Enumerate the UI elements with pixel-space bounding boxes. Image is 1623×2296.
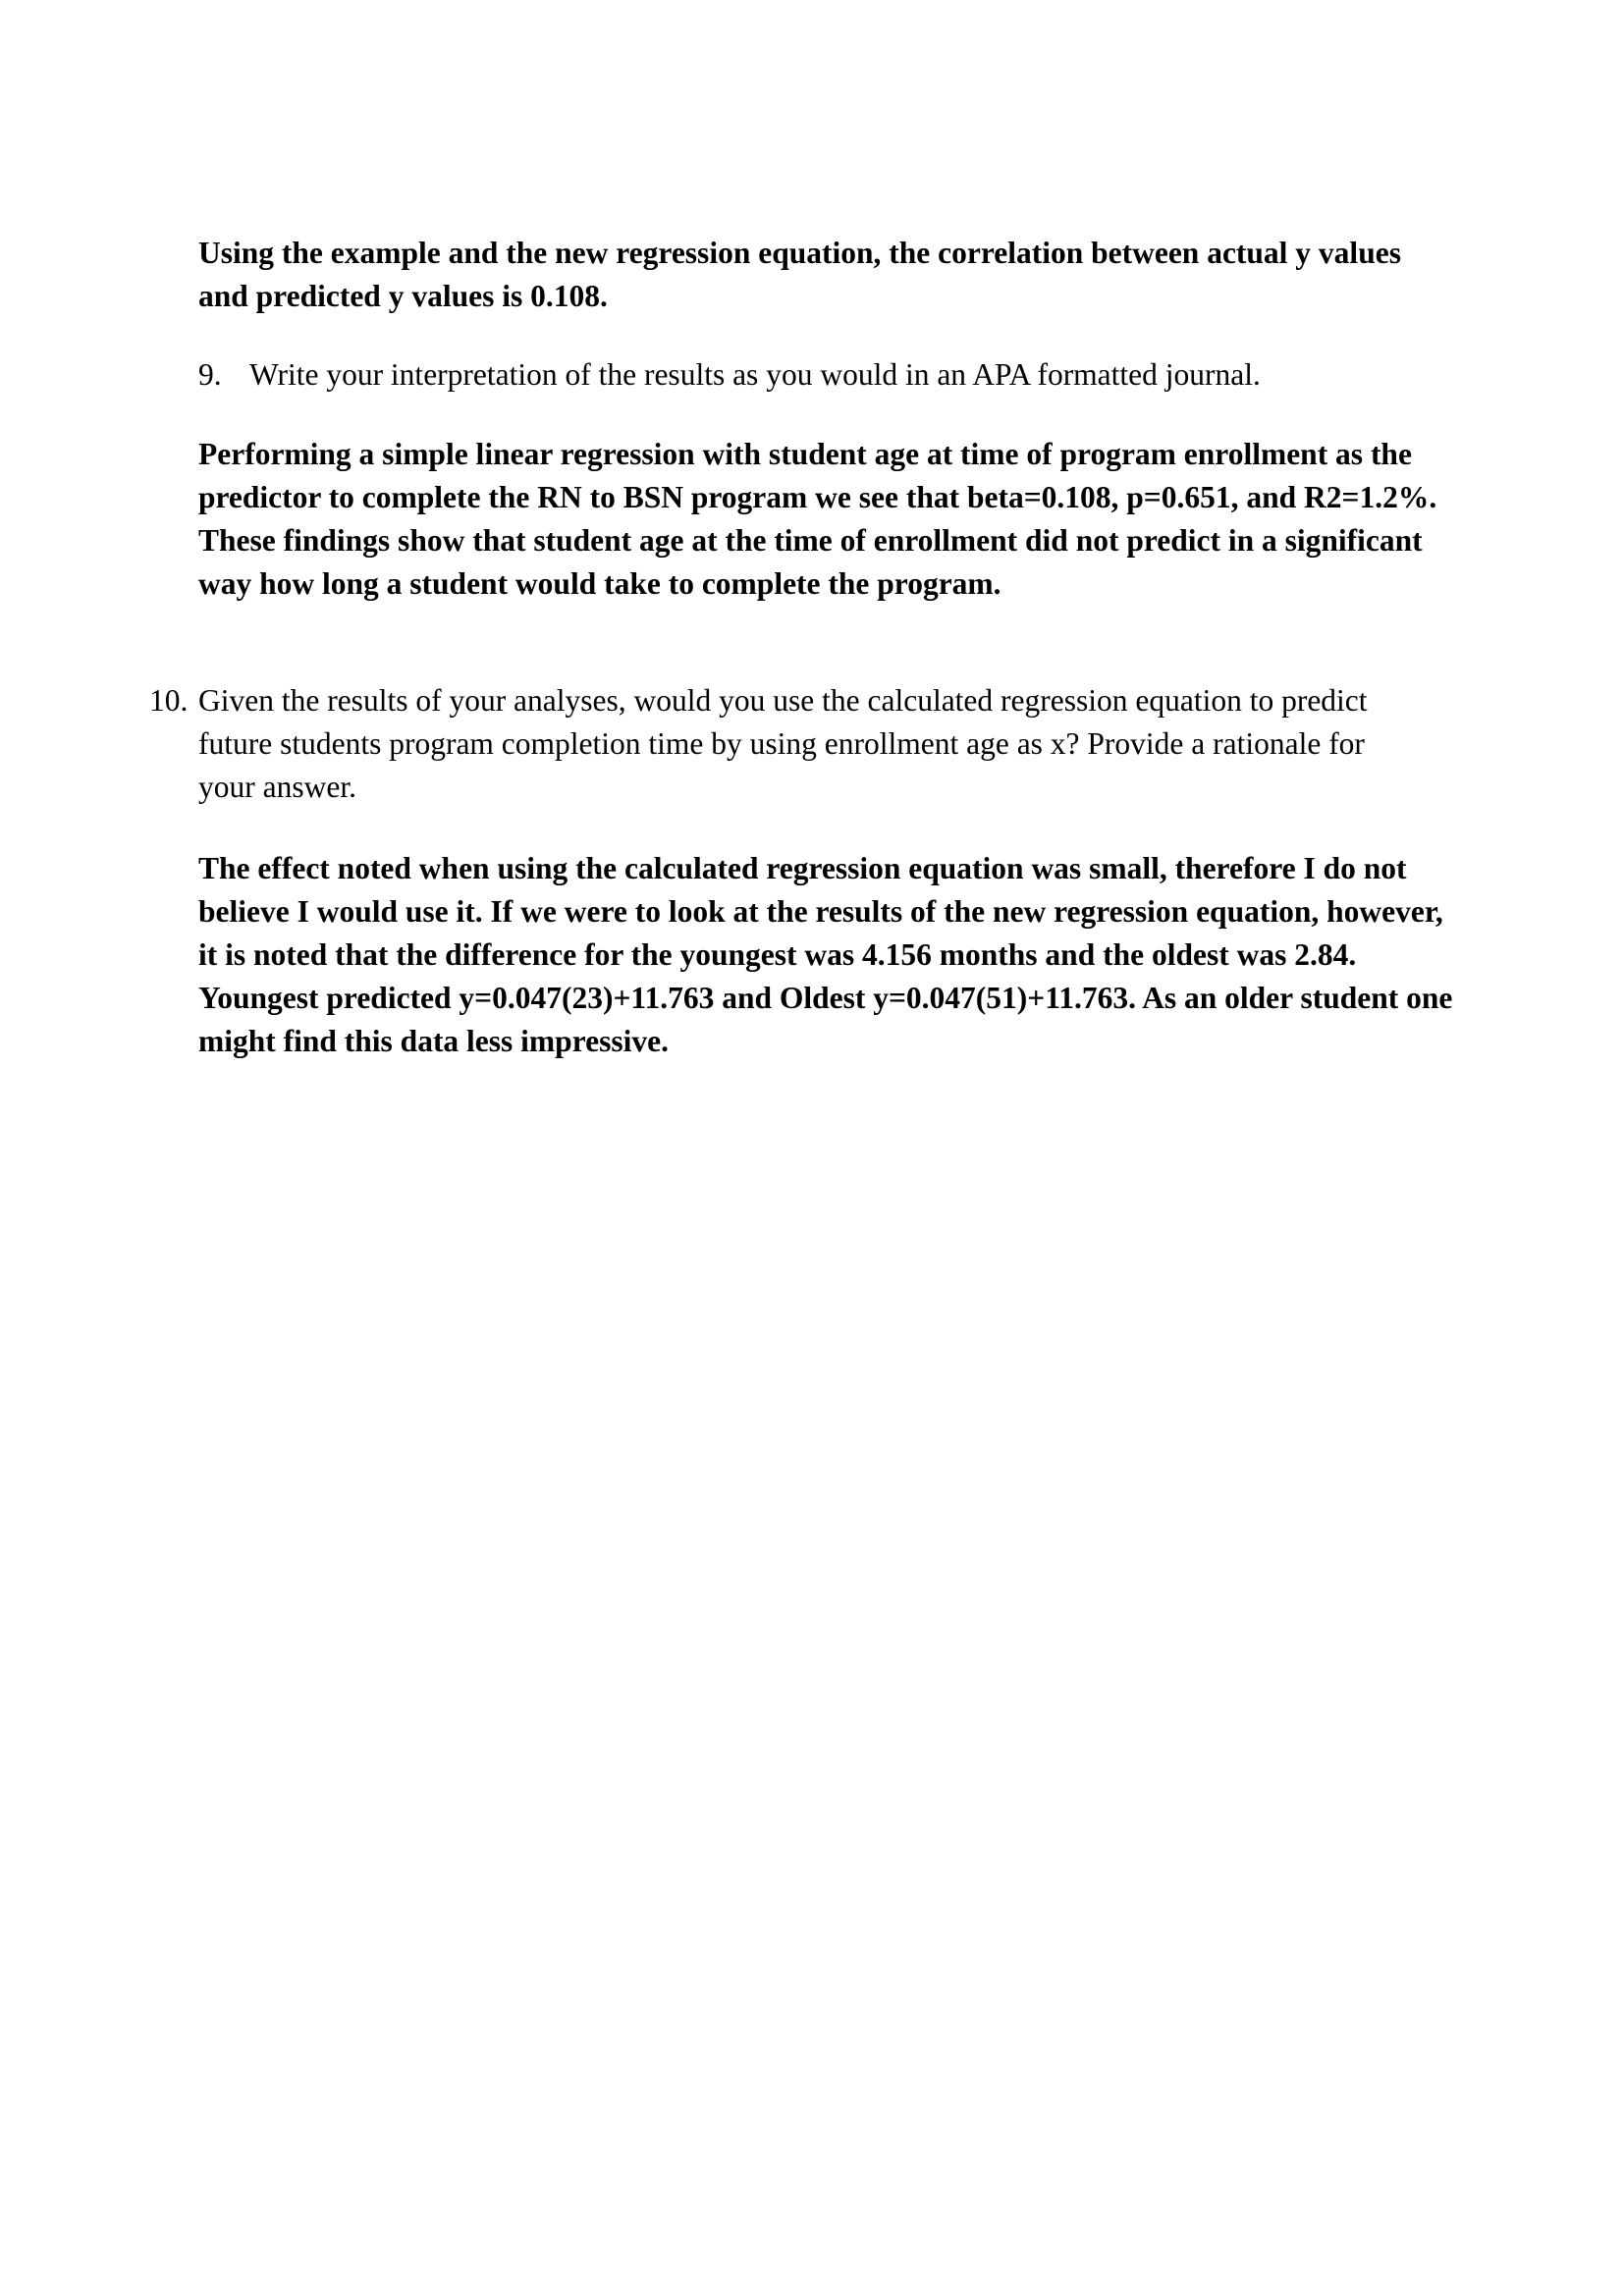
question-9-text: Write your interpretation of the results as you would in an APA formatted journal. xyxy=(249,357,1261,392)
answer-9-paragraph: Performing a simple linear regression with student age at time of program enrollment as the predictor to complete the RN to BSN program we see that beta=0.108, p=0.651, and R2=1.2%. These findings show that student age at the time of enrollment did not predict in a significant way how long a student would take to complete the program. xyxy=(198,437,1437,601)
question-9-number: 9. xyxy=(198,357,222,392)
question-10-number: 10. xyxy=(149,683,189,718)
answer-10-paragraph: The effect noted when using the calculated regression equation was small, therefore I do not believe I would use it. If we were to look at the results of the new regression equation, however, it is noted that the difference for the youngest was 4.156 months and the oldest was 2.84. Youngest predicted y=0.047(23)+11.763 and Oldest y=0.047(51)+11.763. As an older student one might find this data less impressive. xyxy=(198,851,1453,1058)
answer-8-paragraph: Using the example and the new regression equation, the correlation between actual y values and predicted y values is 0.108. xyxy=(198,236,1401,313)
question-10-text: Given the results of your analyses, would you use the calculated regression equation to predict future students program completion time by using enrollment age as x? Provide a rationale for your answer. xyxy=(198,683,1368,804)
